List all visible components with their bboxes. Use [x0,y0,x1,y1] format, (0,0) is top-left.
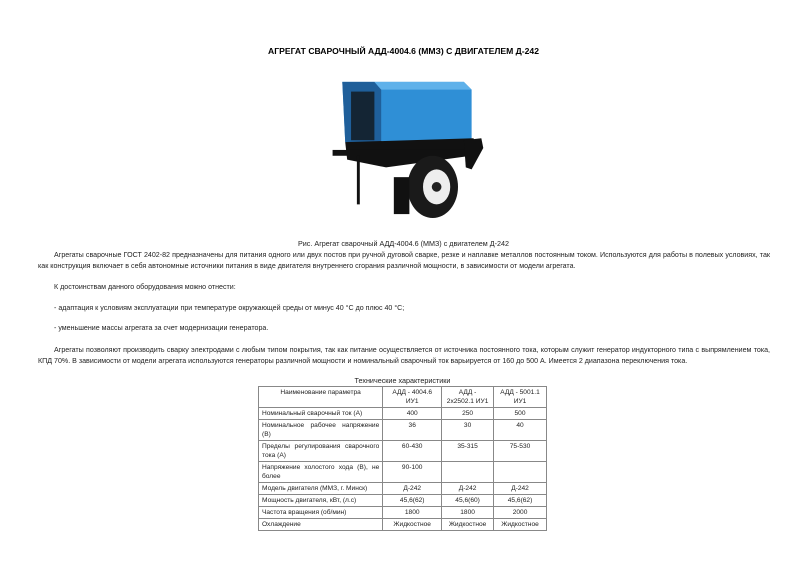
value-cell: 60-430 [383,441,442,462]
param-cell: Номинальный сварочный ток (А) [259,408,383,420]
param-cell: Модель двигателя (ММЗ, г. Минск) [259,483,383,495]
welding-generator-image [318,60,493,235]
param-cell: Мощность двигателя, кВт, (л.с) [259,495,383,507]
advantages-heading: К достоинствам данного оборудования можно отнести: [54,283,236,291]
value-cell: 40 [494,420,547,441]
value-cell: 90-100 [383,462,442,483]
advantage-item: - уменьшение массы агрегата за счет модернизации генератора. [54,324,269,332]
value-cell: 36 [383,420,442,441]
value-cell: Жидкостное [442,519,494,531]
intro-paragraph: Агрегаты сварочные ГОСТ 2402-82 предназначены для питания одного или двух постов при ручной дуговой сварке, резке и наплавке металлов постоянным током. Используются для работы в полевых условиях, так как конструкция включает в себя автономные источники питания в виде двигателя внутреннего сгорания различной мощности, в зависимости от модели агрегата. [38,251,770,270]
value-cell: 30 [442,420,494,441]
value-cell: 75-530 [494,441,547,462]
page-title: АГРЕГАТ СВАРОЧНЫЙ АДД-4004.6 (ММЗ) С ДВИГАТЕЛЕМ Д-242 [268,46,539,56]
value-cell: 500 [494,408,547,420]
table-row [259,495,547,507]
value-cell [442,462,494,483]
table-row [259,483,547,495]
table-row [259,507,547,519]
param-cell: Пределы регулирования сварочного тока (А) [259,441,383,462]
value-cell: Жидкостное [383,519,442,531]
param-cell: Охлаждение [259,519,383,531]
table-row [259,519,547,531]
table-row [259,408,547,420]
param-cell: Номинальное рабочее напряжение (В) [259,420,383,441]
advantage-item: - адаптация к условиям эксплуатации при температуре окружающей среды от минус 40 °С до плюс 40 °С; [54,304,405,312]
value-cell: 400 [383,408,442,420]
param-cell: Частота вращения (об/мин) [259,507,383,519]
value-cell: Д-242 [383,483,442,495]
value-cell [494,462,547,483]
header-cell: АДД - 2х2502.1 ИУ1 [442,387,494,408]
header-cell: АДД - 5001.1 ИУ1 [494,387,547,408]
table-row [259,462,547,483]
value-cell: Д-242 [494,483,547,495]
details-paragraph: Агрегаты позволяют производить сварку электродами с любым типом покрытия, так как питание осуществляется от источника постоянного тока, которым служит генератор индукторного типа с выпрямлением тока, КПД 70%. В зависимости от модели агрегата используются генераторы различной мощности и номинальный сварочный ток варьируется от 160 до 500 А. Имеется 2 диапазона переключения тока. [38,346,770,365]
value-cell: 1800 [442,507,494,519]
value-cell: 250 [442,408,494,420]
value-cell: 35-315 [442,441,494,462]
value-cell: Д-242 [442,483,494,495]
table-header-row [259,387,547,408]
table-row [259,420,547,441]
value-cell: 45,6(62) [383,495,442,507]
value-cell: 1800 [383,507,442,519]
value-cell: 2000 [494,507,547,519]
value-cell: 45,6(60) [442,495,494,507]
value-cell: 45,6(62) [494,495,547,507]
specs-table [258,386,547,531]
table-row [259,441,547,462]
header-cell: АДД - 4004.6 ИУ1 [383,387,442,408]
table-caption: Технические характеристики [354,376,451,385]
welding-generator-trailer-photo-icon [333,82,484,218]
header-cell: Наименование параметра [259,387,383,408]
value-cell: Жидкостное [494,519,547,531]
param-cell: Напряжение холостого хода (В), не более [259,462,383,483]
figure-caption: Рис. Агрегат сварочный АДД-4004.6 (ММЗ) с двигателем Д-242 [298,239,509,248]
